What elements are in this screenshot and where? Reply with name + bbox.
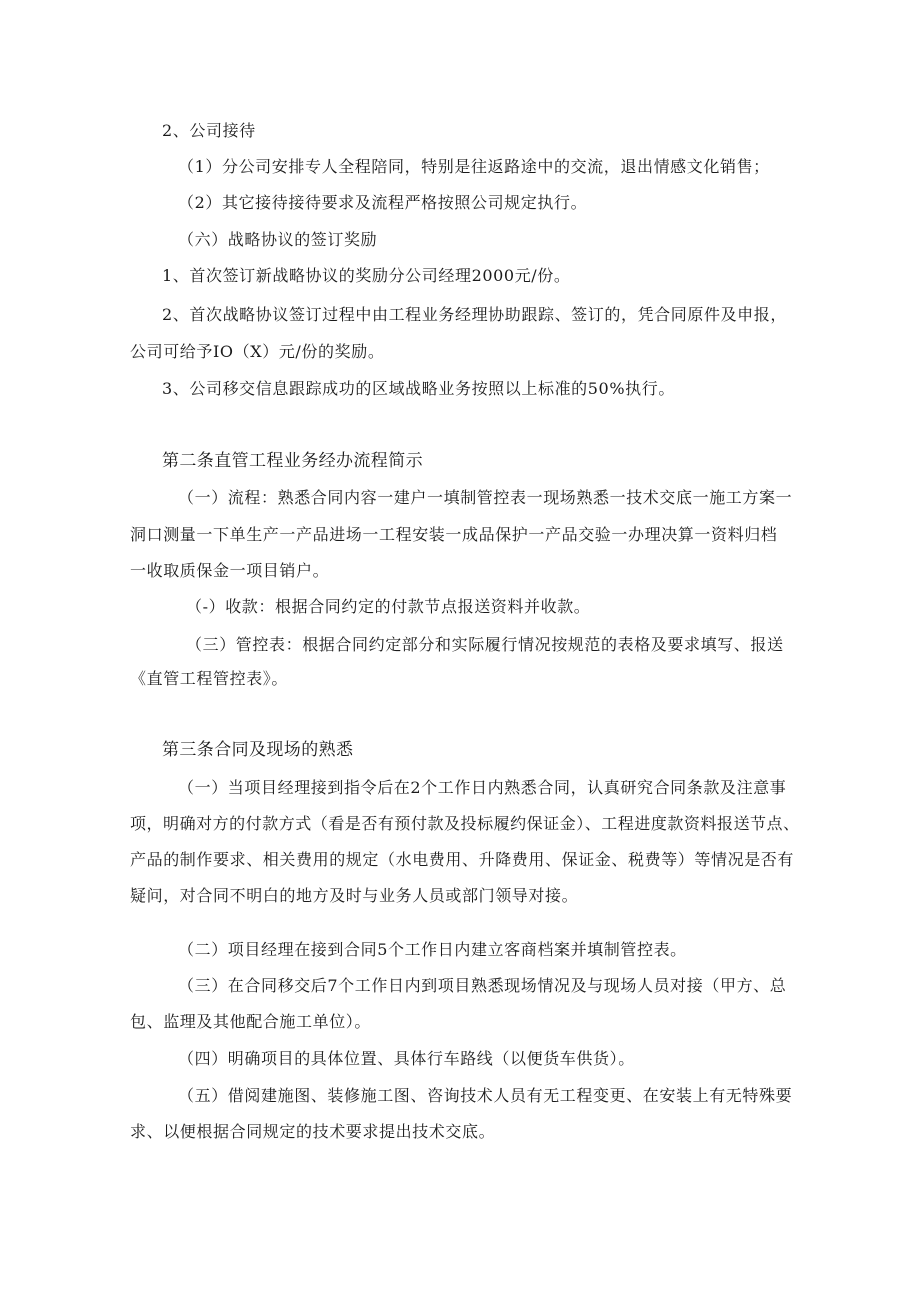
paragraph-line: （-）收款：根据合同约定的付款节点报送资料并收款。 xyxy=(186,597,591,616)
paragraph-line: 产品的制作要求、相关费用的规定（水电费用、升降费用、保证金、税费等）等情况是否有 xyxy=(130,850,795,869)
paragraph-line: （四）明确项目的具体位置、具体行车路线（以便货车供货）。 xyxy=(178,1049,635,1068)
paragraph-line: （三）管控表：根据合同约定部分和实际履行情况按规范的表格及要求填写、报送 xyxy=(186,635,784,654)
paragraph-line: （一）流程：熟悉合同内容一建户一填制管控表一现场熟悉一技术交底一施工方案一 xyxy=(178,488,793,507)
section-heading-strategic-agreement: （六）战略协议的签订奖励 xyxy=(178,230,378,249)
paragraph-line: （2）其它接待接待要求及流程严格按照公司规定执行。 xyxy=(178,193,588,212)
paragraph-line: 公司可给予IO（X）元/份的奖励。 xyxy=(130,342,385,361)
article-heading-3: 第三条合同及现场的熟悉 xyxy=(162,740,354,760)
paragraph-line: 2、首次战略协议签订过程中由工程业务经理协助跟踪、签订的，凭合同原件及申报， xyxy=(162,305,787,324)
article-heading-2: 第二条直管工程业务经办流程简示 xyxy=(162,451,423,471)
paragraph-line: 《直管工程管控表》。 xyxy=(130,669,289,688)
paragraph-line: 求、以便根据合同规定的技术要求提出技术交底。 xyxy=(130,1122,496,1141)
paragraph-line: 项，明确对方的付款方式（看是否有预付款及投标履约保证金）、工程进度款资料报送节点、 xyxy=(130,814,800,833)
paragraph-line: （五）借阅建施图、装修施工图、咨询技术人员有无工程变更、在安装上有无特殊要 xyxy=(178,1086,793,1105)
paragraph-line: （一）当项目经理接到指令后在2个工作日内熟悉合同，认真研究合同条款及注意事 xyxy=(178,778,787,797)
paragraph-line: （三）在合同移交后7个工作日内到项目熟悉现场情况及与现场人员对接（甲方、总 xyxy=(178,976,787,995)
section-heading-reception: 2、公司接待 xyxy=(162,121,256,140)
paragraph-line: （1）分公司安排专人全程陪同，特别是往返路途中的交流，退出情感文化销售； xyxy=(178,157,770,176)
paragraph-line: 疑问，对合同不明白的地方及时与业务人员或部门领导对接。 xyxy=(130,886,579,905)
paragraph-line: （二）项目经理在接到合同5个工作日内建立客商档案并填制管控表。 xyxy=(178,940,687,959)
paragraph-line: 包、监理及其他配合施工单位）。 xyxy=(130,1012,372,1031)
paragraph-line: 一收取质保金一项目销户。 xyxy=(130,561,330,580)
paragraph-line: 1、首次签订新战略协议的奖励分公司经理2000元/份。 xyxy=(162,266,571,285)
paragraph-line: 3、公司移交信息跟踪成功的区域战略业务按照以上标准的50%执行。 xyxy=(162,379,675,398)
paragraph-line: 洞口测量一下单生产一产品进场一工程安装一成品保护一产品交验一办理决算一资料归档 xyxy=(130,525,778,544)
